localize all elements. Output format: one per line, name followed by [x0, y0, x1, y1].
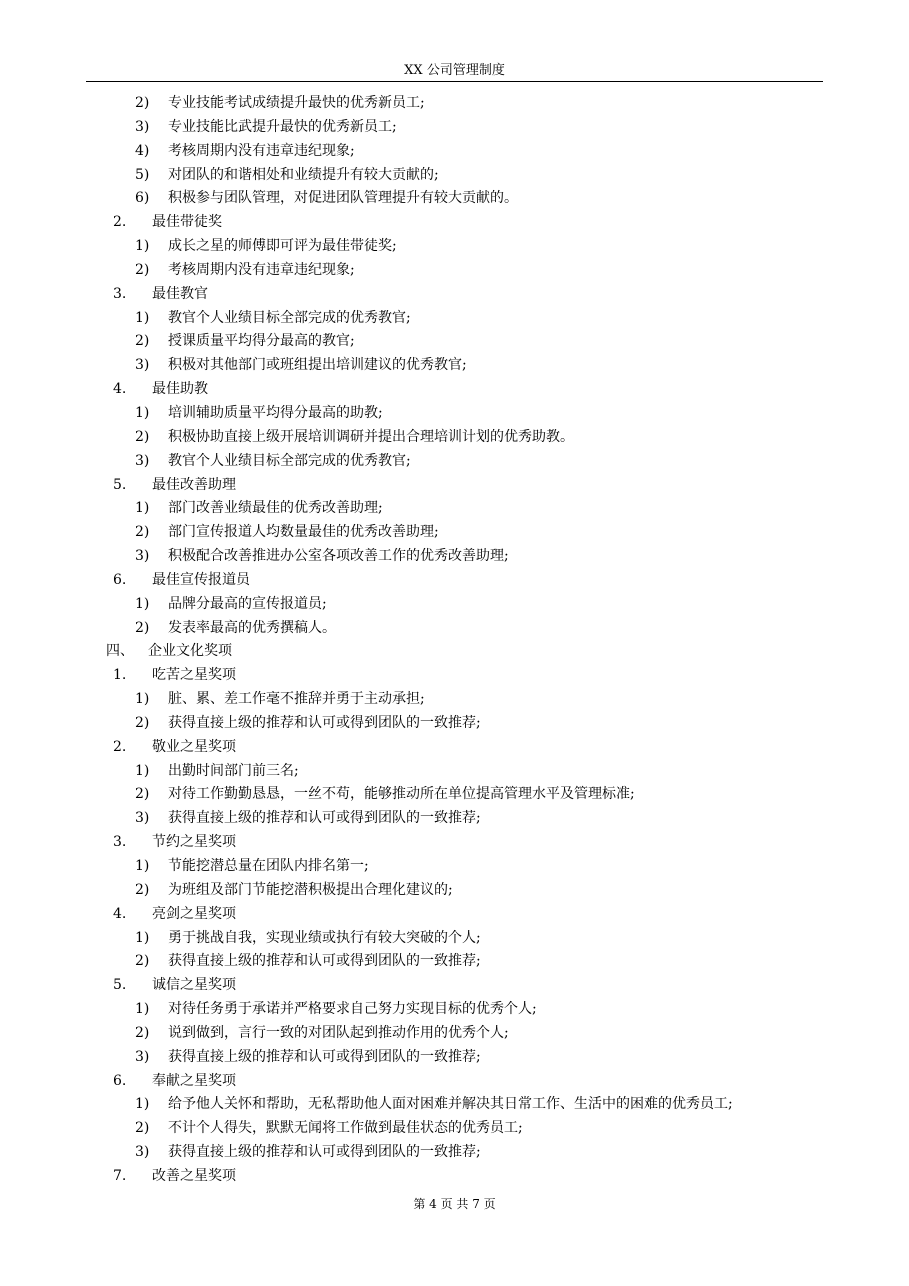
list-item	[0, 855, 909, 879]
item-text: 节能挖潜总量在团队内排名第一;	[168, 858, 369, 874]
item-text: 获得直接上级的推荐和认可或得到团队的一致推荐;	[168, 1144, 481, 1161]
item-number: 1.	[113, 667, 127, 684]
item-number: 4)	[135, 142, 150, 159]
item-number: 2)	[135, 524, 150, 541]
list-item	[0, 164, 909, 188]
item-number: 2)	[135, 714, 150, 731]
item-number: 3)	[135, 1144, 150, 1161]
list-item	[0, 354, 909, 378]
list-item	[0, 783, 909, 807]
item-text: 积极对其他部门或班组提出培训建议的优秀教官;	[168, 357, 467, 374]
list-item	[0, 879, 909, 903]
list-item	[0, 1046, 909, 1070]
subsection-heading	[0, 1070, 909, 1094]
item-text: 最佳教官	[152, 285, 208, 302]
item-text: 获得直接上级的推荐和认可或得到团队的一致推荐;	[168, 1048, 481, 1065]
item-number: 1)	[135, 309, 150, 326]
item-text: 勇于挑战自我，实现业绩或执行有较大突破的个人;	[168, 929, 481, 946]
subsection-heading	[0, 903, 909, 927]
item-number: 四、	[106, 643, 134, 660]
subsection-heading	[0, 831, 909, 855]
item-text: 节约之星奖项	[152, 834, 236, 851]
item-text: 积极配合改善推进办公室各项改善工作的优秀改善助理;	[168, 548, 509, 565]
item-text: 专业技能比武提升最快的优秀新员工;	[168, 118, 397, 135]
subsection-heading	[0, 474, 909, 498]
subsection-heading	[0, 1165, 909, 1189]
section-heading	[0, 640, 909, 664]
item-number: 2)	[135, 786, 150, 803]
item-number: 3)	[135, 118, 150, 135]
item-number: 2.	[113, 214, 127, 231]
list-item	[0, 1117, 909, 1141]
list-item	[0, 950, 909, 974]
list-item	[0, 307, 909, 331]
list-item	[0, 450, 909, 474]
header-rule	[86, 81, 823, 82]
list-item	[0, 497, 909, 521]
item-text: 企业文化奖项	[148, 643, 232, 660]
item-number: 3.	[113, 834, 127, 851]
item-text: 获得直接上级的推荐和认可或得到团队的一致推荐;	[168, 953, 481, 970]
subsection-heading	[0, 211, 909, 235]
item-number: 3)	[135, 548, 150, 565]
item-text: 成长之星的师傅即可评为最佳带徒奖;	[168, 238, 397, 255]
item-number: 2)	[135, 1024, 150, 1041]
item-number: 4.	[113, 905, 127, 922]
list-item	[0, 760, 909, 784]
list-item	[0, 426, 909, 450]
item-number: 5.	[113, 977, 127, 994]
list-item	[0, 521, 909, 545]
item-number: 3)	[135, 1048, 150, 1065]
item-text: 说到做到，言行一致的对团队起到推动作用的优秀个人;	[168, 1024, 509, 1041]
item-text: 获得直接上级的推荐和认可或得到团队的一致推荐;	[168, 714, 481, 731]
item-text: 给予他人关怀和帮助，无私帮助他人面对困难并解决其日常工作、生活中的困难的优秀员工;	[168, 1096, 733, 1113]
list-item	[0, 116, 909, 140]
item-number: 3.	[113, 285, 127, 302]
item-text: 发表率最高的优秀撰稿人。	[168, 619, 336, 636]
list-item	[0, 807, 909, 831]
item-number: 2)	[135, 428, 150, 445]
subsection-heading	[0, 569, 909, 593]
item-text: 为班组及部门节能挖潜积极提出合理化建议的;	[168, 881, 453, 898]
item-text: 对待任务勇于承诺并严格要求自己努力实现目标的优秀个人;	[168, 1001, 537, 1018]
subsection-heading	[0, 283, 909, 307]
item-number: 2)	[135, 95, 150, 111]
item-number: 1)	[135, 929, 150, 946]
item-text: 获得直接上级的推荐和认可或得到团队的一致推荐;	[168, 810, 481, 827]
page-header-title: XX 公司管理制度	[404, 63, 505, 78]
item-number: 2)	[135, 333, 150, 350]
item-number: 2)	[135, 953, 150, 970]
item-number: 2)	[135, 619, 150, 636]
list-item	[0, 545, 909, 569]
list-item	[0, 1022, 909, 1046]
list-item	[0, 1141, 909, 1165]
item-text: 诚信之星奖项	[152, 977, 236, 994]
item-number: 5)	[135, 166, 150, 183]
item-text: 品牌分最高的宣传报道员;	[168, 595, 327, 612]
item-text: 对待工作勤勤恳恳，一丝不苟，能够推动所在单位提高管理水平及管理标准;	[168, 786, 635, 803]
list-item	[0, 402, 909, 426]
item-text: 部门改善业绩最佳的优秀改善助理;	[168, 500, 383, 517]
item-text: 考核周期内没有违章违纪现象;	[168, 261, 355, 278]
item-text: 最佳宣传报道员	[152, 571, 250, 588]
item-text: 最佳助教	[152, 381, 208, 398]
item-text: 最佳改善助理	[152, 476, 236, 493]
item-text: 对团队的和谐相处和业绩提升有较大贡献的;	[168, 166, 439, 183]
item-text: 积极参与团队管理，对促进团队管理提升有较大贡献的。	[168, 190, 518, 207]
item-text: 奉献之星奖项	[152, 1072, 236, 1089]
item-text: 最佳带徒奖	[152, 214, 222, 231]
subsection-heading	[0, 974, 909, 998]
list-item	[0, 259, 909, 283]
item-number: 3)	[135, 452, 150, 469]
subsection-heading	[0, 378, 909, 402]
item-text: 吃苦之星奖项	[152, 667, 236, 684]
page-footer: 第 4 页 共 7 页	[413, 1197, 496, 1211]
item-number: 6)	[135, 190, 150, 207]
item-number: 2)	[135, 1120, 150, 1137]
list-item	[0, 688, 909, 712]
item-text: 部门宣传报道人均数量最佳的优秀改善助理;	[168, 524, 439, 541]
item-number: 6.	[113, 1072, 127, 1089]
item-number: 7.	[113, 1167, 127, 1184]
item-text: 出勤时间部门前三名;	[168, 762, 299, 779]
item-text: 培训辅助质量平均得分最高的助教;	[168, 404, 383, 421]
list-item	[0, 1093, 909, 1117]
item-number: 1)	[135, 404, 150, 421]
item-number: 3)	[135, 357, 150, 374]
item-number: 3)	[135, 810, 150, 827]
list-item	[0, 187, 909, 211]
list-item	[0, 617, 909, 641]
subsection-heading	[0, 736, 909, 760]
item-number: 2)	[135, 881, 150, 898]
item-number: 1)	[135, 500, 150, 517]
item-number: 1)	[135, 1001, 150, 1018]
list-item	[0, 235, 909, 259]
item-text: 敬业之星奖项	[152, 738, 236, 755]
item-text: 教官个人业绩目标全部完成的优秀教官;	[168, 452, 411, 469]
item-number: 4.	[113, 381, 127, 398]
item-text: 脏、累、差工作毫不推辞并勇于主动承担;	[168, 691, 425, 708]
item-number: 1)	[135, 1096, 150, 1113]
item-number: 6.	[113, 571, 127, 588]
list-item	[0, 712, 909, 736]
item-text: 亮剑之星奖项	[152, 905, 236, 922]
item-text: 教官个人业绩目标全部完成的优秀教官;	[168, 309, 411, 326]
item-number: 5.	[113, 476, 127, 493]
item-text: 专业技能考试成绩提升最快的优秀新员工;	[168, 95, 425, 111]
item-number: 1)	[135, 858, 150, 874]
item-number: 1)	[135, 238, 150, 255]
item-number: 2)	[135, 261, 150, 278]
item-number: 1)	[135, 762, 150, 779]
subsection-heading	[0, 664, 909, 688]
list-item	[0, 593, 909, 617]
list-item	[0, 140, 909, 164]
list-item	[0, 330, 909, 354]
item-number: 1)	[135, 595, 150, 612]
list-item	[0, 92, 909, 116]
list-item	[0, 927, 909, 951]
document-body	[0, 92, 909, 1189]
item-text: 积极协助直接上级开展培训调研并提出合理培训计划的优秀助教。	[168, 428, 574, 445]
item-number: 2.	[113, 738, 127, 755]
item-text: 授课质量平均得分最高的教官;	[168, 333, 355, 350]
item-number: 1)	[135, 691, 150, 708]
item-text: 不计个人得失，默默无闻将工作做到最佳状态的优秀员工;	[168, 1120, 523, 1137]
item-text: 考核周期内没有违章违纪现象;	[168, 142, 355, 159]
item-text: 改善之星奖项	[152, 1167, 236, 1184]
list-item	[0, 998, 909, 1022]
